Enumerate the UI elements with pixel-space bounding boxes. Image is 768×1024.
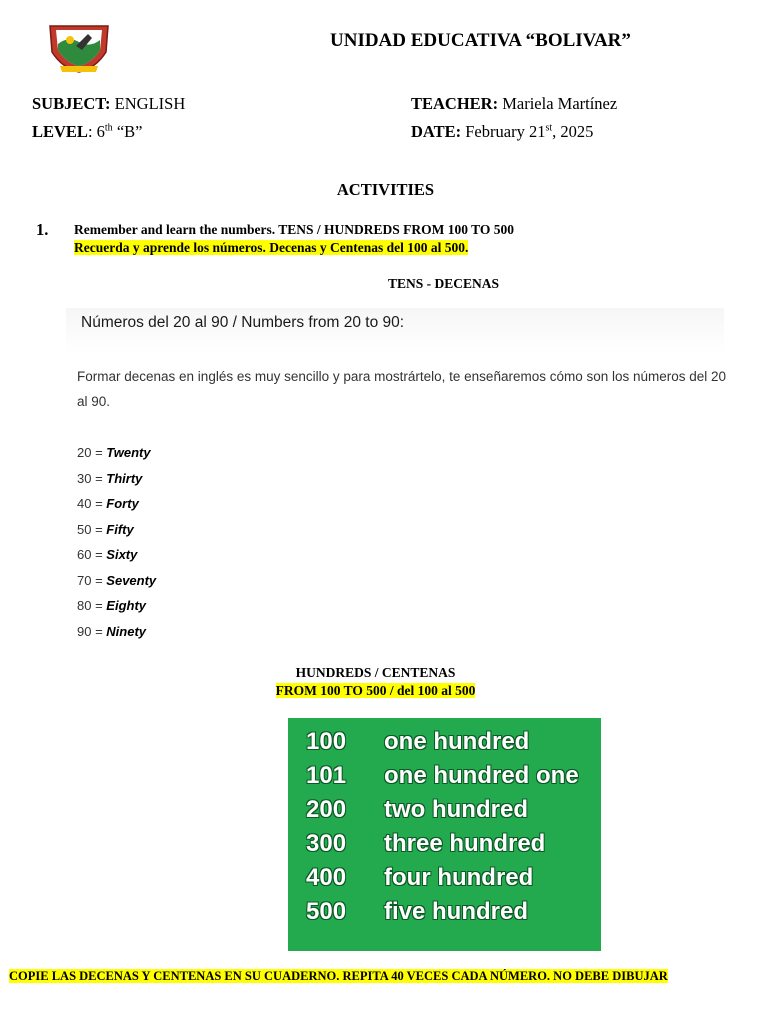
- list-item: [77, 520, 156, 546]
- tens-list: [77, 443, 156, 647]
- teacher-value: Mariela Martínez: [502, 94, 618, 113]
- activities-title: ACTIVITIES: [336, 180, 435, 199]
- list-item: [306, 796, 528, 830]
- hundreds-number: 400: [306, 864, 347, 891]
- tens-word: Seventy: [106, 572, 157, 588]
- hundreds-word: four hundred: [384, 864, 534, 891]
- footer-note-wrap: [9, 969, 668, 984]
- date-line: [411, 122, 593, 142]
- list-item: [77, 596, 156, 622]
- hundreds-number: 200: [306, 796, 347, 823]
- tens-word: Sixty: [106, 547, 138, 562]
- list-item: [77, 443, 156, 469]
- list-item: [306, 830, 545, 864]
- tens-number: 90 =: [77, 623, 103, 639]
- tens-number: 60 =: [77, 547, 103, 562]
- tens-word: Fifty: [106, 521, 134, 537]
- hundreds-number: 100: [306, 728, 347, 755]
- level-line: LEVEL: 6th “B”: [32, 122, 143, 141]
- list-item: [77, 545, 156, 571]
- list-item: [77, 622, 156, 648]
- teacher-line: [411, 94, 617, 114]
- hundreds-word: two hundred: [384, 796, 528, 823]
- list-item: [77, 571, 156, 597]
- teacher-label: TEACHER:: [411, 94, 499, 113]
- subject-label: SUBJECT:: [32, 94, 111, 113]
- hundreds-number: 300: [306, 830, 347, 857]
- date-value-sup: st: [545, 122, 553, 134]
- tens-number: 80 =: [77, 598, 103, 613]
- subject-line: [32, 94, 185, 114]
- activity-instruction-es: [74, 240, 468, 256]
- footer-note: COPIE LAS DECENAS Y CENTENAS EN SU CUADERNO. REPITA 40 VECES CADA NÚMERO. NO DEBE DIBUJAR: [9, 969, 668, 983]
- tens-number: 20 =: [77, 445, 103, 460]
- hundreds-word: one hundred one: [384, 762, 579, 789]
- activity-number: 1.: [36, 220, 49, 239]
- tens-word: Eighty: [106, 598, 147, 613]
- school-crest-logo: [46, 22, 112, 74]
- hundreds-subheading: FROM 100 TO 500 / del 100 al 500: [275, 683, 476, 698]
- hundreds-panel: [288, 718, 601, 951]
- hundreds-number: 500: [306, 898, 347, 925]
- level-value-rest: “B”: [116, 122, 143, 141]
- activity-instruction-es-text: Recuerda y aprende los números. Decenas y Centenas del 100 al 500.: [74, 240, 469, 255]
- level-value-num: 6: [96, 122, 105, 141]
- subject-value: ENGLISH: [114, 94, 186, 113]
- snippet-paragraph: Formar decenas en inglés es muy sencillo y para mostrártelo, te enseñaremos cómo son los números del 20 al 90.: [77, 369, 727, 409]
- hundreds-word: five hundred: [384, 898, 529, 925]
- date-label: DATE:: [411, 122, 462, 141]
- list-item: [306, 864, 533, 898]
- tens-word: Twenty: [106, 445, 151, 460]
- hundreds-word: three hundred: [384, 830, 546, 857]
- tens-word: Ninety: [106, 623, 147, 639]
- list-item: [77, 469, 156, 495]
- school-name: UNIDAD EDUCATIVA “BOLIVAR”: [330, 30, 631, 51]
- level-value-sup: th: [104, 122, 113, 134]
- activity-instruction-en: Remember and learn the numbers. TENS / HUNDREDS FROM 100 TO 500: [74, 222, 515, 237]
- list-item: [306, 762, 579, 796]
- hundreds-heading: HUNDREDS / CENTENAS: [295, 665, 456, 680]
- tens-number: 40 =: [77, 496, 103, 511]
- tens-number: 70 =: [77, 572, 103, 588]
- date-value-post: , 2025: [552, 122, 594, 141]
- tens-word: Forty: [106, 496, 139, 511]
- hundreds-number: 101: [306, 762, 347, 789]
- level-label: LEVEL: [32, 122, 88, 141]
- snippet-title: Números del 20 al 90 / Numbers from 20 to 90:: [81, 314, 405, 331]
- list-item: [306, 728, 529, 762]
- tens-word: Thirty: [106, 470, 143, 486]
- hundreds-subheading-wrap: [0, 683, 751, 699]
- hundreds-word: one hundred: [384, 728, 530, 755]
- list-item: [306, 898, 528, 932]
- tens-heading: TENS - DECENAS: [388, 276, 500, 291]
- tens-number: 30 =: [77, 470, 103, 486]
- tens-number: 50 =: [77, 521, 103, 537]
- list-item: [77, 494, 156, 520]
- date-value-pre: February 21: [465, 122, 546, 141]
